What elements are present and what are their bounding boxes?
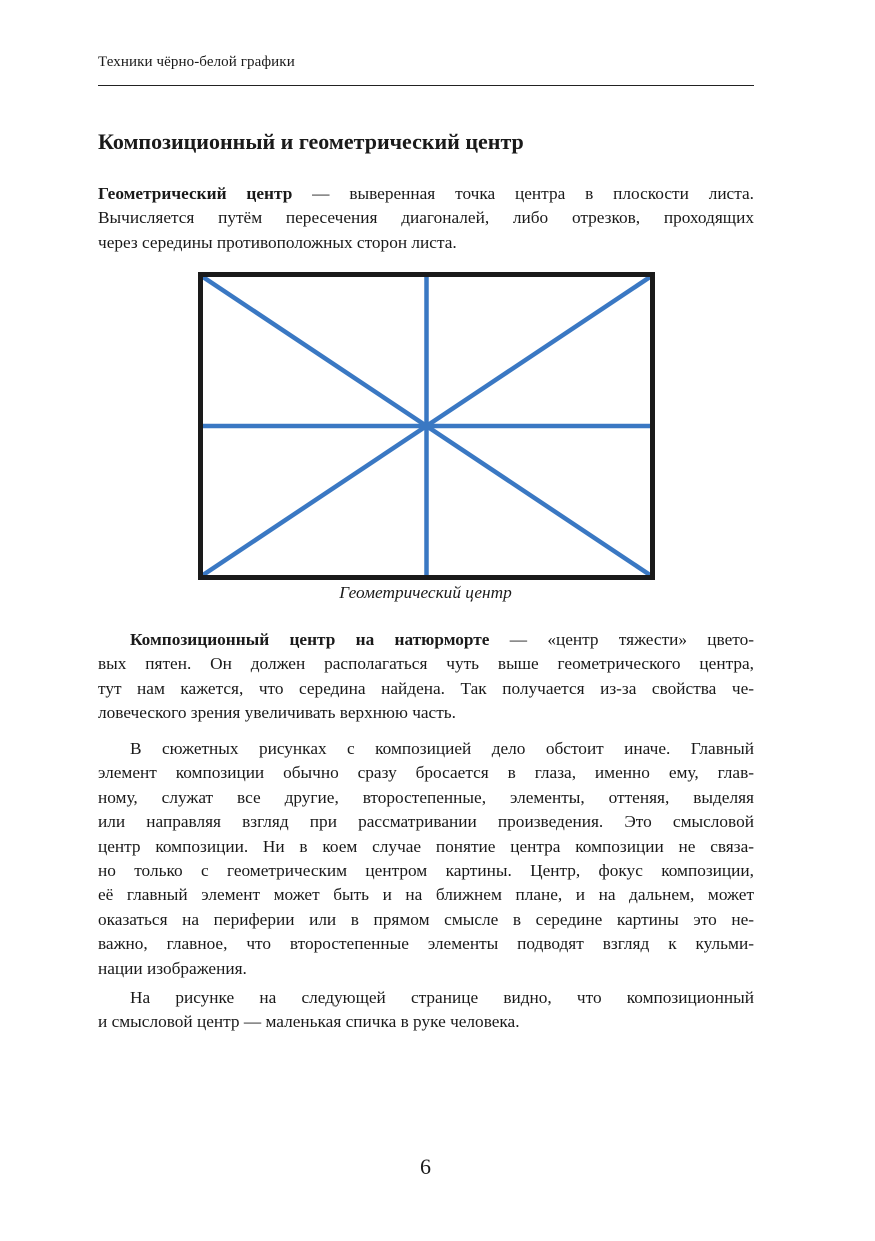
plot-line: но только с геометрическим центром картины. Центр, фокус композиции, [98, 861, 754, 881]
intro-line-3: через середины противоположных сторон листа. [98, 232, 457, 252]
plot-line: или направляя взгляд при рассматривании произведения. Это смысловой [98, 812, 754, 832]
plot-line: центр композиции. Ни в коем случае понятие центра композиции не связа- [98, 836, 754, 856]
plot-line: В сюжетных рисунках с композицией дело обстоит иначе. Главный [130, 739, 754, 758]
intro-line-1-text: — выверенная точка центра в плоскости листа. [292, 184, 754, 203]
intro-line-1 [98, 182, 754, 206]
section-heading: Композиционный и геометрический центр [98, 129, 524, 154]
composition-term: Композиционный центр на натюрморте [130, 630, 490, 649]
plot-line: ному, служат все другие, второстепенные, элементы, оттеняя, выделяя [98, 787, 754, 807]
plot-line: её главный элемент может быть и на ближнем плане, и на дальнем, может [98, 885, 754, 905]
geometric-center-figure [198, 272, 655, 580]
plot-paragraph [98, 737, 754, 981]
composition-line-3: тут нам кажется, что середина найдена. Так получается из-за свойства че- [98, 678, 754, 698]
closing-line: и смысловой центр — маленькая спичка в руке человека. [98, 1012, 520, 1032]
composition-line-1-text: — «центр тяжести» цвето- [489, 630, 754, 649]
composition-line-1 [98, 628, 754, 652]
figure-caption: Геометрический центр [339, 583, 512, 602]
figure-lines [203, 277, 650, 575]
page-number: 6 [420, 1154, 431, 1179]
plot-line: оказаться на периферии или в прямом смысле в середине картины это не- [98, 909, 754, 929]
intro-line-2: Вычисляется путём пересечения диагоналей, либо отрезков, проходящих [98, 208, 754, 228]
composition-line-4: ловеческого зрения увеличивать верхнюю часть. [98, 703, 456, 723]
geometric-center-diagram [198, 272, 655, 580]
composition-line-2: вых пятен. Он должен располагаться чуть выше геометрического центра, [98, 654, 754, 674]
closing-paragraph [98, 986, 754, 1035]
intro-paragraph [98, 182, 754, 255]
plot-line: нации изображения. [98, 958, 247, 978]
running-header: Техники чёрно-белой графики [98, 54, 295, 70]
intro-term: Геометрический центр [98, 184, 293, 203]
header-rule [98, 85, 754, 86]
closing-line: На рисунке на следующей странице видно, что композиционный [130, 988, 754, 1007]
plot-line: важно, главное, что второстепенные элементы подводят взгляд к кульми- [98, 934, 754, 954]
plot-line: элемент композиции обычно сразу бросается в глаза, именно ему, глав- [98, 763, 754, 783]
composition-paragraph [98, 628, 754, 726]
